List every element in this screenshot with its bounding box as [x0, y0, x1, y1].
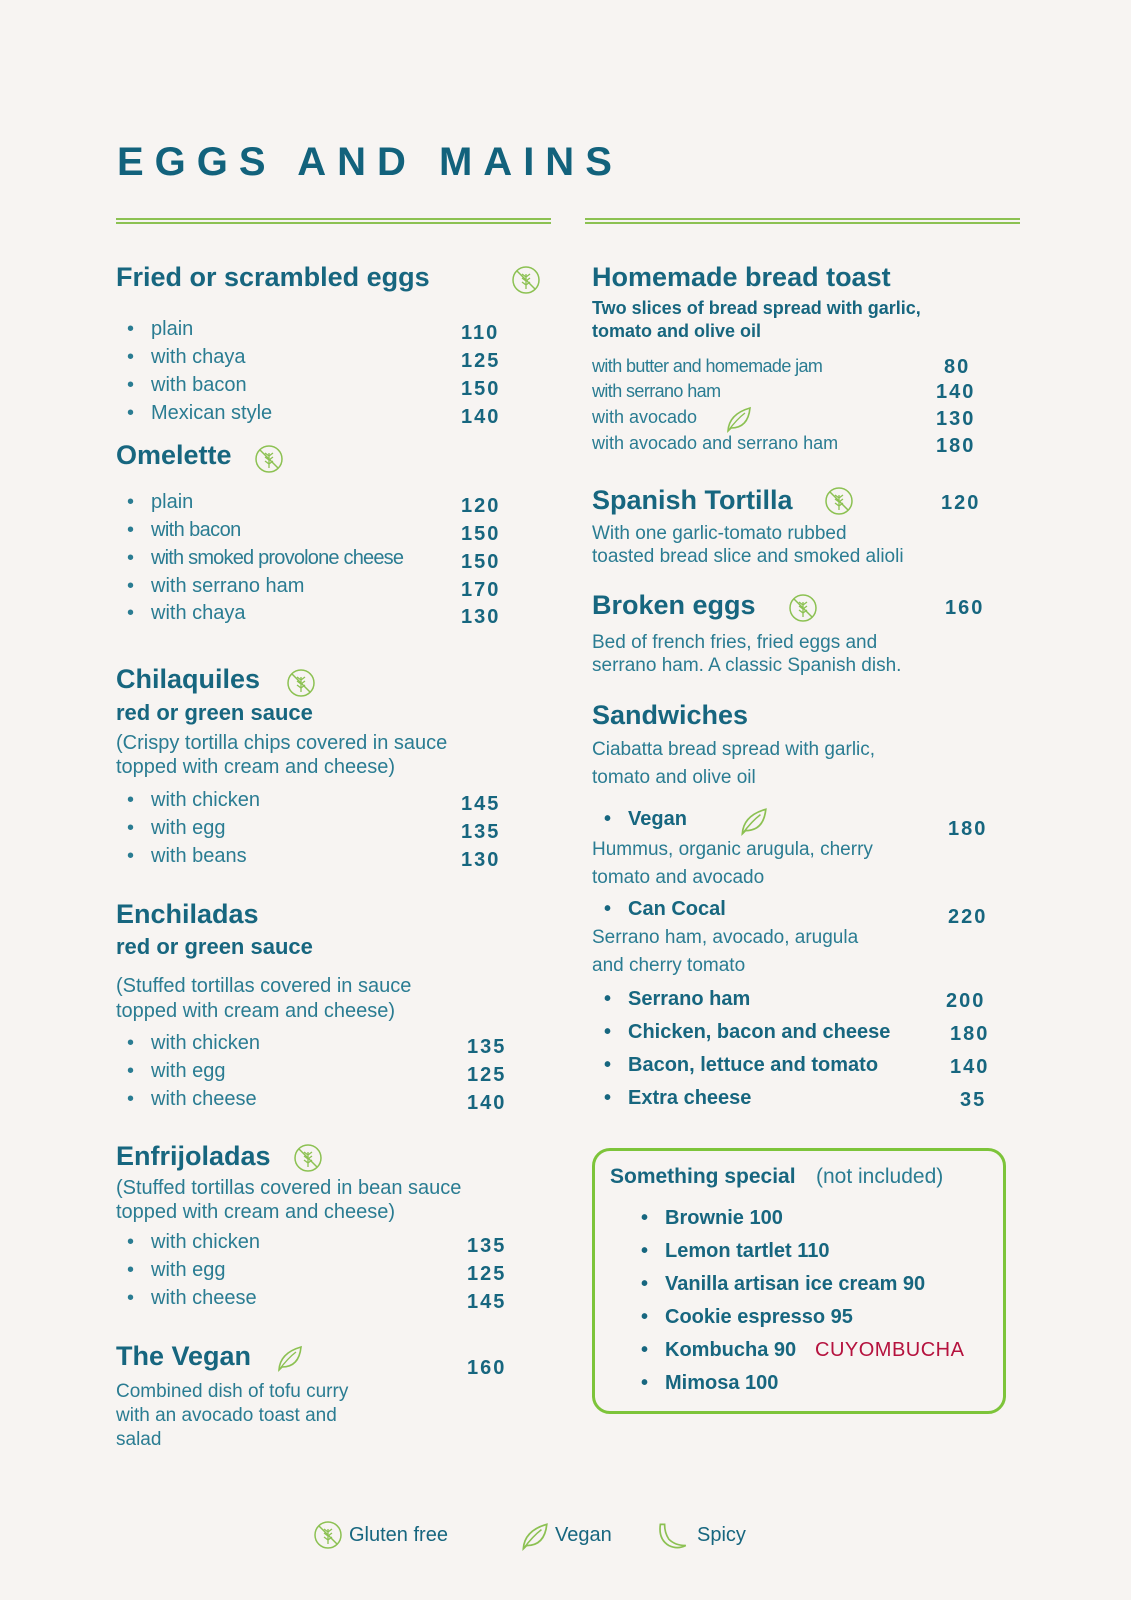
vegan-leaf-icon — [722, 404, 754, 434]
item-price: 135 — [467, 1235, 507, 1257]
item-price: 180 — [948, 818, 988, 840]
sandwich-vegan-description: Hummus, organic arugula, cherry — [592, 839, 873, 860]
sandwich-vegan: • Vegan — [628, 808, 687, 831]
sandwich-can-cocal: • Can Cocal — [628, 898, 726, 921]
list-item: • with beans — [151, 845, 247, 868]
list-item: • Vanilla artisan ice cream 90 — [665, 1273, 925, 1296]
list-item: • with chicken — [151, 789, 260, 812]
broken-eggs-description: Bed of french fries, fried eggs and — [592, 632, 878, 653]
spanish-tortilla-title: Spanish Tortilla — [592, 485, 793, 515]
list-item: • Kombucha 90 — [665, 1339, 796, 1362]
item-price: 80 — [944, 356, 971, 378]
item-price: 120 — [461, 495, 501, 517]
item-price: 150 — [461, 378, 501, 400]
gluten-free-icon — [788, 593, 818, 623]
list-item: • with cheese — [151, 1088, 257, 1111]
gluten-free-icon — [511, 265, 541, 295]
omelette-title: Omelette — [116, 440, 232, 470]
sandwich-vegan-description: tomato and avocado — [592, 867, 765, 888]
sandwiches-description: tomato and olive oil — [592, 767, 756, 788]
item-price: 220 — [948, 906, 988, 928]
list-item: • Chicken, bacon and cheese — [628, 1021, 890, 1044]
list-item: • Brownie 100 — [665, 1207, 783, 1230]
item-price: 160 — [945, 597, 985, 619]
item-price: 150 — [461, 523, 501, 545]
item-price: 135 — [467, 1036, 507, 1058]
special-note: (not included) — [816, 1165, 944, 1188]
spanish-tortilla-description: toasted bread slice and smoked alioli — [592, 546, 904, 567]
the-vegan-description: salad — [116, 1429, 162, 1450]
gluten-free-icon — [254, 444, 284, 474]
sandwiches-title: Sandwiches — [592, 700, 749, 730]
item-price: 160 — [467, 1357, 507, 1379]
list-item: • with bacon — [151, 519, 241, 542]
item-price: 140 — [936, 381, 976, 403]
legend-spicy: Spicy — [697, 1524, 746, 1546]
item-price: 130 — [936, 408, 976, 430]
page-title: EGGS AND MAINS — [117, 140, 623, 184]
the-vegan-description: Combined dish of tofu curry — [116, 1381, 349, 1402]
sandwich-can-cocal-description: and cherry tomato — [592, 955, 746, 976]
list-item: • Cookie espresso 95 — [665, 1306, 853, 1329]
item-price: 125 — [461, 350, 501, 372]
item-price: 140 — [467, 1092, 507, 1114]
item-price: 150 — [461, 551, 501, 573]
enfrijoladas-title: Enfrijoladas — [116, 1141, 271, 1171]
item-price: 170 — [461, 579, 501, 601]
item-price: 125 — [467, 1064, 507, 1086]
list-item: • with serrano ham — [151, 575, 304, 598]
list-item: • plain — [151, 491, 193, 514]
enfrijoladas-description: (Stuffed tortillas covered in bean sauce — [116, 1177, 462, 1199]
item-price: 140 — [461, 406, 501, 428]
sandwiches-description: Ciabatta bread spread with garlic, — [592, 739, 876, 760]
list-item: • Mimosa 100 — [665, 1372, 778, 1395]
enchiladas-title: Enchiladas — [116, 899, 259, 929]
list-item: • with chicken — [151, 1032, 260, 1055]
item-price: 135 — [461, 821, 501, 843]
spanish-tortilla-description: With one garlic-tomato rubbed — [592, 523, 847, 544]
list-item: with serrano ham — [592, 381, 721, 401]
chilaquiles-subtitle: red or green sauce — [116, 700, 313, 725]
special-title: Something special — [610, 1165, 796, 1188]
list-item: with avocado and serrano ham — [592, 433, 839, 453]
list-item: • with chaya — [151, 602, 246, 625]
enchiladas-description: (Stuffed tortillas covered in sauce — [116, 975, 412, 997]
list-item: with butter and homemade jam — [592, 356, 823, 376]
item-price: 130 — [461, 849, 501, 871]
list-item: • with smoked provolone cheese — [151, 547, 403, 570]
list-item: with avocado — [592, 407, 698, 427]
list-item: • with egg — [151, 1060, 226, 1083]
enfrijoladas-description: topped with cream and cheese) — [116, 1201, 396, 1223]
gluten-free-icon — [313, 1520, 343, 1550]
spicy-chili-icon — [654, 1520, 690, 1552]
list-item: • with chaya — [151, 346, 246, 369]
divider-right — [585, 218, 1020, 224]
the-vegan-description: with an avocado toast and — [116, 1405, 337, 1426]
chilaquiles-description: (Crispy tortilla chips covered in sauce — [116, 732, 448, 754]
list-item: • plain — [151, 318, 193, 341]
item-price: 35 — [960, 1089, 987, 1111]
vegan-leaf-icon — [274, 1343, 304, 1373]
list-item: • Extra cheese — [628, 1087, 751, 1110]
item-price: 180 — [936, 435, 976, 457]
gluten-free-icon — [293, 1143, 323, 1173]
gluten-free-icon — [824, 486, 854, 516]
divider-left — [116, 218, 551, 224]
item-price: 120 — [941, 492, 981, 514]
enchiladas-subtitle: red or green sauce — [116, 934, 313, 959]
item-price: 180 — [950, 1023, 990, 1045]
vegan-leaf-icon — [517, 1520, 551, 1552]
cuyombucha-logo: CUYOMBUCHA — [815, 1339, 965, 1361]
list-item: • Mexican style — [151, 402, 272, 425]
list-item: • with egg — [151, 1259, 226, 1282]
list-item: • with cheese — [151, 1287, 257, 1310]
broken-eggs-description: serrano ham. A classic Spanish dish. — [592, 655, 902, 676]
sandwich-can-cocal-description: Serrano ham, avocado, arugula — [592, 927, 859, 948]
item-price: 200 — [946, 990, 986, 1012]
list-item: • with chicken — [151, 1231, 260, 1254]
list-item: • with bacon — [151, 374, 247, 397]
list-item: • Serrano ham — [628, 988, 750, 1011]
vegan-leaf-icon — [736, 805, 770, 837]
fried-eggs-title: Fried or scrambled eggs — [116, 262, 430, 292]
toast-subtitle: tomato and olive oil — [592, 321, 762, 341]
toast-title: Homemade bread toast — [592, 262, 891, 292]
toast-subtitle: Two slices of bread spread with garlic, — [592, 298, 921, 318]
item-price: 145 — [467, 1291, 507, 1313]
broken-eggs-title: Broken eggs — [592, 590, 756, 620]
item-price: 125 — [467, 1263, 507, 1285]
list-item: • Bacon, lettuce and tomato — [628, 1054, 878, 1077]
item-price: 140 — [950, 1056, 990, 1078]
the-vegan-title: The Vegan — [116, 1341, 252, 1371]
legend-gluten-free: Gluten free — [349, 1524, 448, 1546]
chilaquiles-description: topped with cream and cheese) — [116, 756, 396, 778]
list-item: • with egg — [151, 817, 226, 840]
legend-vegan: Vegan — [555, 1524, 612, 1546]
item-price: 110 — [461, 322, 500, 344]
item-price: 130 — [461, 606, 501, 628]
list-item: • Lemon tartlet 110 — [665, 1240, 830, 1263]
chilaquiles-title: Chilaquiles — [116, 664, 261, 694]
item-price: 145 — [461, 793, 501, 815]
enchiladas-description: topped with cream and cheese) — [116, 1000, 396, 1022]
gluten-free-icon — [286, 668, 316, 698]
